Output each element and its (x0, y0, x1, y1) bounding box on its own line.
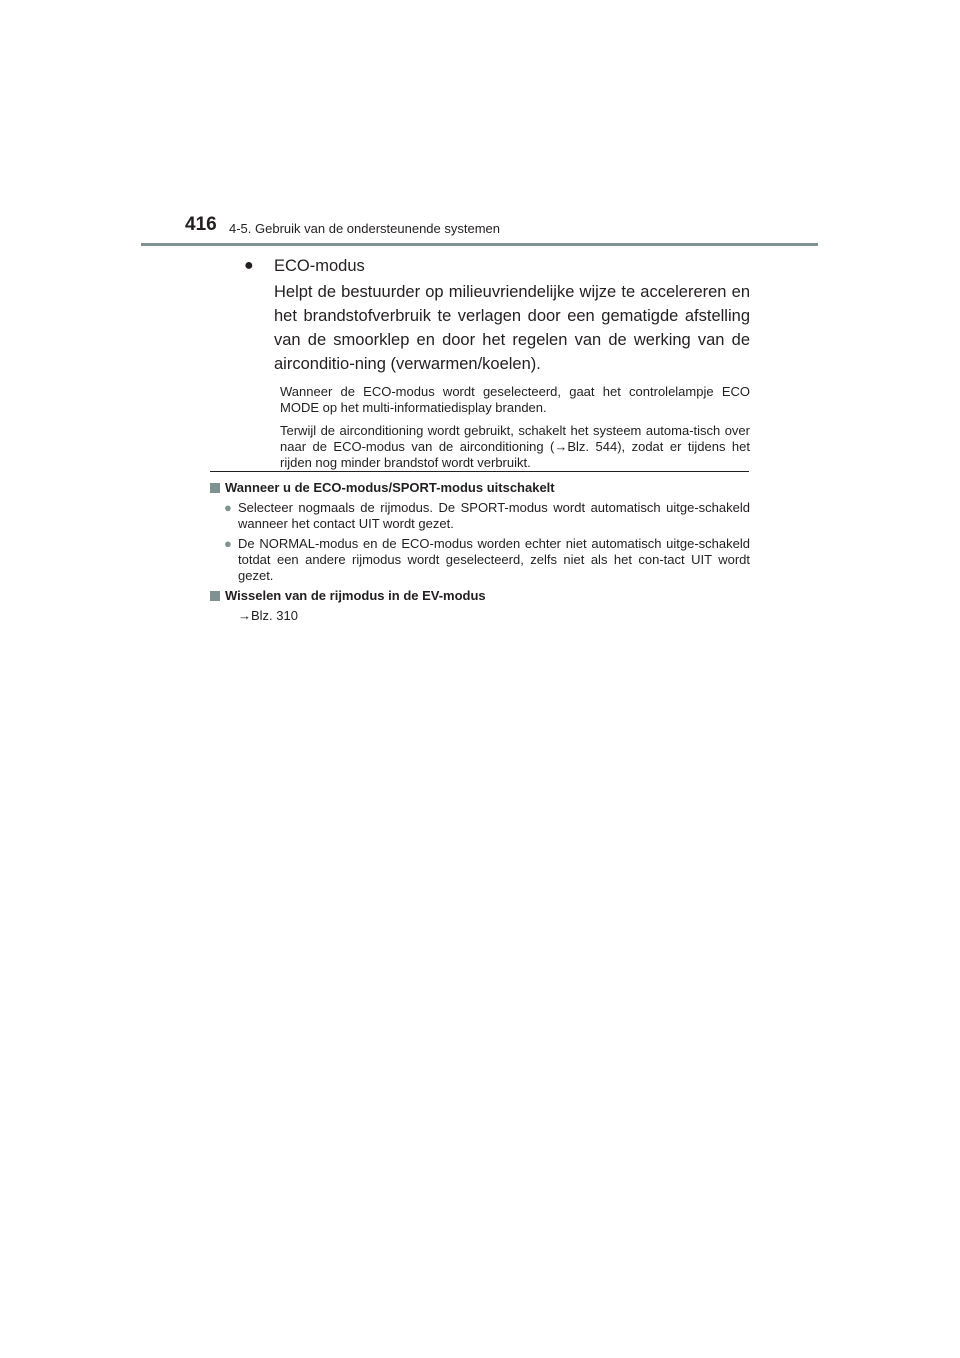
info-item-text: De NORMAL-modus en de ECO-modus worden echter niet automatisch uitge-schakeld totdat een andere rijmodus wordt geselecteerd, zelfs niet als het con-tact UIT wordt gezet. (238, 536, 750, 583)
bullet-icon: ● (224, 536, 232, 551)
eco-mode-note: Wanneer de ECO-modus wordt geselecteerd, gaat het controlelampje ECO MODE op het multi-informatiedisplay branden. (280, 384, 750, 415)
page-header (185, 214, 825, 240)
eco-mode-description: Helpt de bestuurder op milieuvriendelijke wijze te accelereren en het brandstofverbruik te verlagen door een gematigde afstelling van de smoorklep en door het regelen van de werking van de airconditio-ning (verwarmen/koelen). (274, 283, 750, 373)
eco-mode-title: ECO-modus (274, 257, 365, 275)
info-heading-text: Wisselen van de rijmodus in de EV-modus (225, 588, 486, 603)
bullet-icon: ● (244, 257, 254, 274)
eco-mode-heading (244, 254, 750, 278)
info-list-item (224, 536, 750, 584)
info-section (210, 480, 750, 624)
info-heading (210, 480, 750, 496)
section-divider (210, 471, 749, 472)
header-rule (141, 243, 818, 246)
page-number: 416 (185, 214, 217, 235)
eco-mode-section (244, 254, 750, 471)
info-heading (210, 588, 750, 604)
bullet-icon: ● (224, 500, 232, 515)
square-bullet-icon (210, 483, 220, 493)
section-title: 4-5. Gebruik van de ondersteunende systemen (229, 221, 501, 236)
info-heading-text: Wanneer u de ECO-modus/SPORT-modus uitschakelt (225, 480, 555, 495)
page-reference-link[interactable]: →Blz. 310 (238, 608, 298, 623)
eco-mode-note: Terwijl de airconditioning wordt gebruikt, schakelt het systeem automa-tisch over naar de ECO-modus van de airconditioning (→Blz. 544), zodat er tijdens het rijden nog minder brandstof wordt verbruikt. (280, 423, 750, 470)
info-list-item (224, 500, 750, 532)
square-bullet-icon (210, 591, 220, 601)
info-item-text: Selecteer nogmaals de rijmodus. De SPORT-modus wordt automatisch uitge-schakeld wanneer het contact UIT wordt gezet. (238, 500, 750, 531)
